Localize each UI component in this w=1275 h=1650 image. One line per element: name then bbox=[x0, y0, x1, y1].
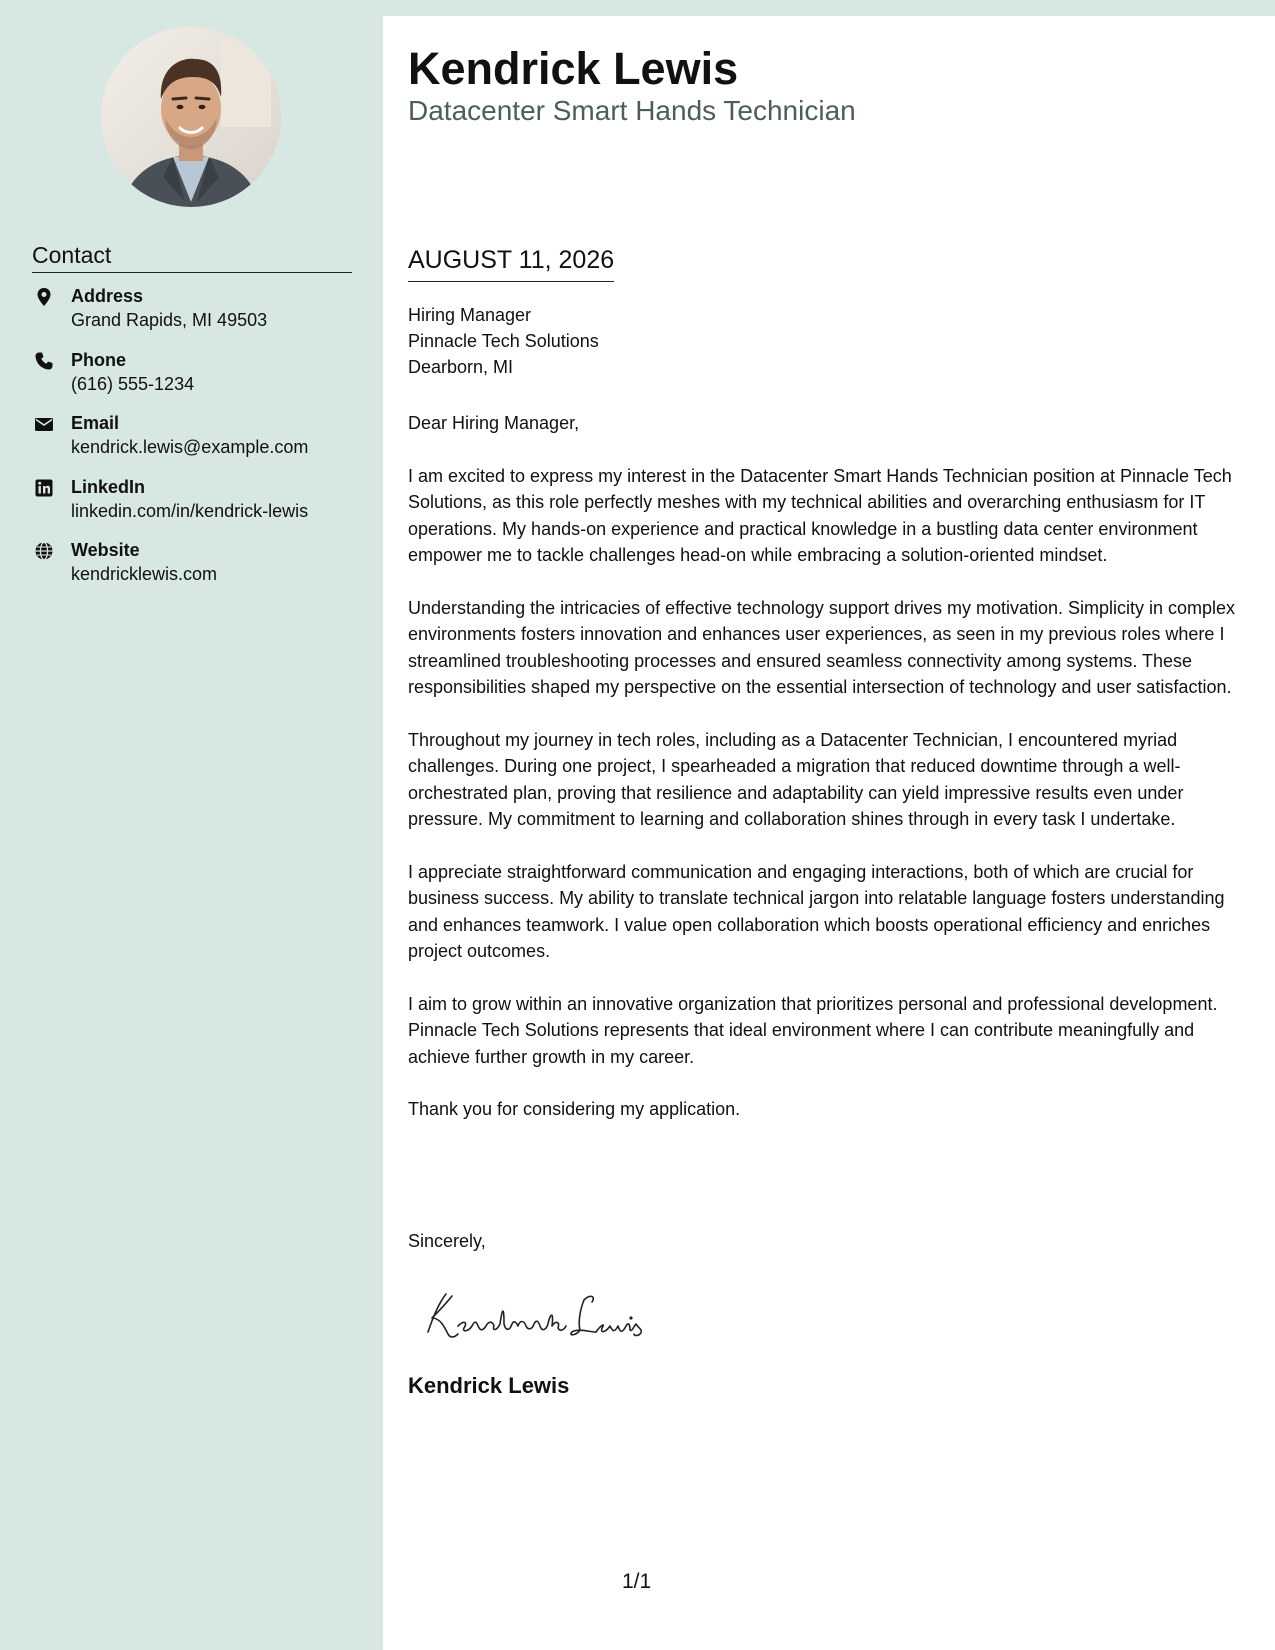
paragraph: Thank you for considering my application. bbox=[408, 1099, 741, 1120]
profile-photo bbox=[101, 27, 281, 207]
recipient-block bbox=[408, 302, 599, 380]
contact-email bbox=[32, 411, 372, 475]
linkedin-value[interactable]: linkedin.com/in/kendrick-lewis bbox=[71, 500, 309, 521]
page-number: 1/1 bbox=[622, 1570, 652, 1593]
contact-phone bbox=[32, 348, 372, 412]
job-title: Datacenter Smart Hands Technician bbox=[408, 95, 856, 126]
linkedin-icon bbox=[34, 478, 54, 498]
globe-icon bbox=[34, 541, 54, 561]
sidebar bbox=[0, 0, 383, 1650]
recipient-line: Hiring Manager bbox=[408, 305, 532, 325]
contact-heading: Contact bbox=[32, 240, 352, 273]
contact-label: Email bbox=[71, 413, 120, 433]
website-value[interactable]: kendricklewis.com bbox=[71, 564, 218, 584]
email-value[interactable]: kendrick.lewis@example.com bbox=[71, 437, 309, 457]
envelope-icon bbox=[34, 414, 54, 434]
contact-linkedin bbox=[32, 475, 372, 539]
paragraph: I aim to grow within an innovative organization that prioritizes personal and professional development. Pinnacle Tech Solutions represents that ideal environment where I can contribute meaningfully and achieve further growth in my career. bbox=[408, 993, 1218, 1067]
paragraph: I appreciate straightforward communication and engaging interactions, both of which are crucial for business success. My ability to translate technical jargon into relatable language fosters understanding and enhances teamwork. I value open collaboration which boosts operational efficiency and enriches project outcomes. bbox=[408, 861, 1225, 962]
recipient-line: Dearborn, MI bbox=[408, 357, 514, 377]
paragraph: I am excited to express my interest in the Datacenter Smart Hands Technician position at Pinnacle Tech Solutions, as this role perfectly meshes with my technical abilities and overarching enthusiasm for IT operations. My hands-on experience and practical knowledge in a bustling data center environment empower me to tackle challenges head-on while embracing a solution-oriented mindset. bbox=[408, 465, 1232, 566]
paragraph: Throughout my journey in tech roles, including as a Datacenter Technician, I encountered myriad challenges. During one project, I spearheaded a migration that reduced downtime through a well-orchestrated plan, proving that resilience and adaptability can yield impressive results even under pressure. My commitment to learning and collaboration shines through in every task I undertake. bbox=[408, 729, 1184, 830]
applicant-name: Kendrick Lewis bbox=[408, 43, 739, 94]
handwritten-signature bbox=[408, 1280, 668, 1350]
salutation: Dear Hiring Manager, bbox=[408, 413, 580, 433]
phone-value: (616) 555-1234 bbox=[71, 373, 195, 394]
recipient-line: Pinnacle Tech Solutions bbox=[408, 331, 599, 351]
contact-label: Website bbox=[71, 540, 140, 560]
signer-name: Kendrick Lewis bbox=[408, 1373, 570, 1398]
contact-label: Address bbox=[71, 286, 144, 306]
contact-list bbox=[32, 284, 372, 602]
letter-date: AUGUST 11, 2026 bbox=[408, 243, 614, 282]
location-pin-icon bbox=[34, 287, 54, 307]
letter-body bbox=[408, 410, 1248, 1149]
contact-label: LinkedIn bbox=[71, 476, 146, 497]
address-value: Grand Rapids, MI 49503 bbox=[71, 310, 268, 330]
phone-icon bbox=[34, 351, 54, 371]
closing: Sincerely, bbox=[408, 1231, 486, 1251]
contact-website bbox=[32, 538, 372, 602]
contact-label: Phone bbox=[71, 349, 127, 370]
paragraph: Understanding the intricacies of effective technology support drives my motivation. Simplicity in complex environments fosters innovation and enhances user experiences, as seen in my previous roles where I streamlined troubleshooting processes and ensured seamless connectivity among systems. These responsibilities shaped my perspective on the essential intersection of technology and user satisfaction. bbox=[408, 597, 1236, 698]
contact-address bbox=[32, 284, 372, 348]
